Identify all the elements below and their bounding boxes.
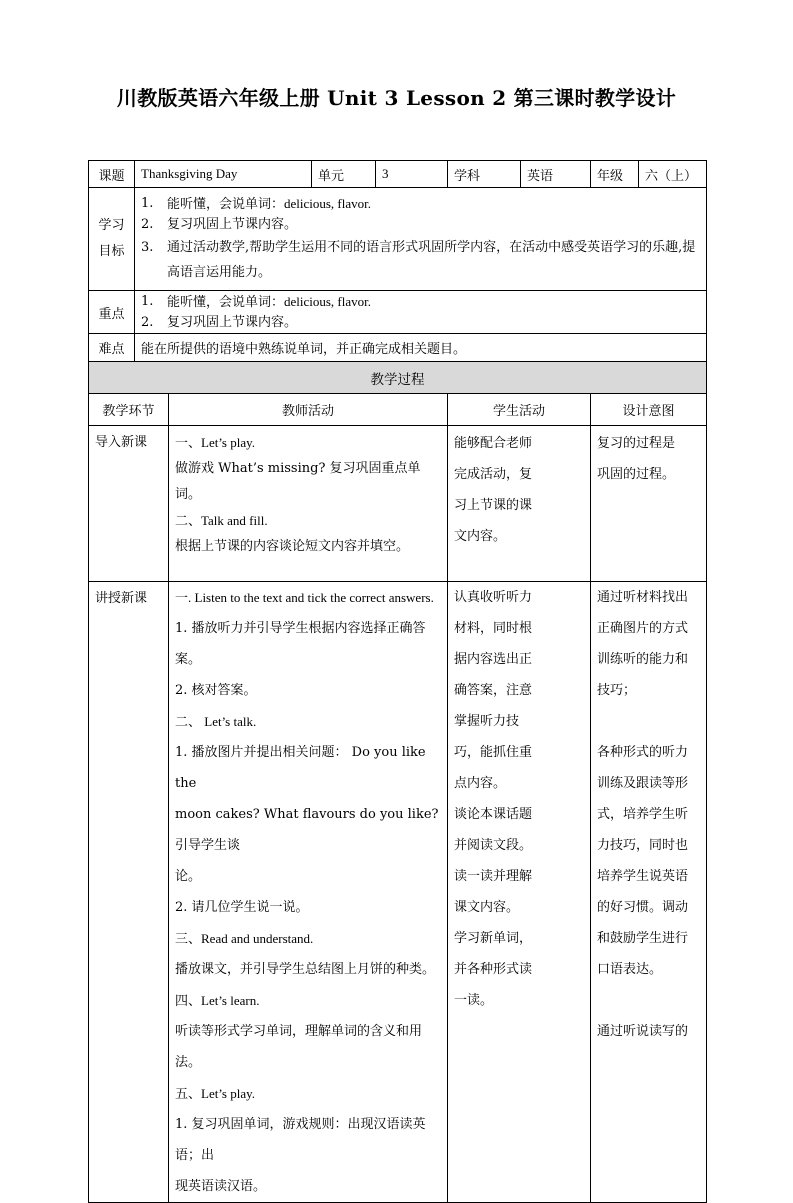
key-points-content — [135, 291, 707, 334]
intro-stage: 导入新课 — [89, 426, 169, 582]
difficulties-content: 能在所提供的语境中熟练说单词，并正确完成相关题目。 — [135, 334, 707, 362]
lesson-plan-table — [88, 160, 707, 1203]
list-item: 1. 能听懂，会说单词：delicious, flavor. — [141, 196, 372, 211]
new-intent: 通过听材料找出 正确图片的方式 训练听的能力和 技巧； 各种形式的听力 训练及跟读等形 式，培养学生听 力技巧，同时也 培养学生说英语 的好习惯。调动 和鼓励学生进行 口语表达。 通过听说读写的 — [591, 582, 707, 1203]
col-teacher-header: 教师活动 — [169, 394, 448, 426]
key-points-label: 重点 — [89, 291, 135, 334]
objectives-content — [135, 188, 707, 291]
list-item: 2. 复习巩固上节课内容。 — [141, 217, 298, 232]
new-stage: 讲授新课 — [89, 582, 169, 1203]
objectives-label: 学习 目标 — [89, 188, 135, 291]
process-section-title: 教学过程 — [89, 362, 707, 394]
intro-intent: 复习的过程是 巩固的过程。 — [591, 426, 707, 582]
col-student-header: 学生活动 — [448, 394, 591, 426]
intro-student: 能够配合老师 完成活动，复 习上节课的课 文内容。 — [448, 426, 591, 582]
difficulties-label: 难点 — [89, 334, 135, 362]
list-item: 3. 通过活动教学,帮助学生运用不同的语言形式巩固所学内容，在活动中感受英语学习的乐趣,提高语言运用能力。 — [141, 240, 696, 280]
new-student: 认真收听听力 材料，同时根 据内容选出正 确答案，注意 掌握听力技 巧，能抓住重 点内容。 谈论本课话题 并阅读文段。 读一读并理解 课文内容。 学习新单词， 并各种形式读 一读。 — [448, 582, 591, 1203]
list-item: 1. 能听懂，会说单词：delicious, flavor. — [141, 294, 372, 309]
subject-label: 学科 — [448, 161, 521, 188]
list-item: 2. 复习巩固上节课内容。 — [141, 315, 298, 330]
topic-value: Thanksgiving Day — [135, 161, 312, 188]
topic-label: 课题 — [89, 161, 135, 188]
intro-teacher: 一、Let’s play. 做游戏 What’s missing? 复习巩固重点单词。 二、Talk and fill. 根据上节课的内容谈论短文内容并填空。 — [169, 426, 448, 582]
unit-value: 3 — [376, 161, 448, 188]
new-teacher: 一. Listen to the text and tick the correct answers. 1. 播放听力并引导学生根据内容选择正确答案。 2. 核对答案。 二、 Let’s talk. 1. 播放图片并提出相关问题： Do you like the moon cakes? What flavours do you like? 引导学生谈 论。 2. 请几位学生说一说。 三、Read and understand. 播放课文，并引导学生总结图上月饼的种类。 四、Let’s learn. 听读等形式学习单词，理解单词的含义和用法。 五、Let’s play. 1. 复习巩固单词，游戏规则：出现汉语读英语；出 现英语读汉语。 — [169, 582, 448, 1203]
col-stage-header: 教学环节 — [89, 394, 169, 426]
subject-value: 英语 — [521, 161, 591, 188]
unit-label: 单元 — [312, 161, 376, 188]
page-title: 川教版英语六年级上册 Unit 3 Lesson 2 第三课时教学设计 — [116, 86, 677, 110]
col-intent-header: 设计意图 — [591, 394, 707, 426]
grade-value: 六（上） — [639, 161, 707, 188]
grade-label: 年级 — [591, 161, 639, 188]
